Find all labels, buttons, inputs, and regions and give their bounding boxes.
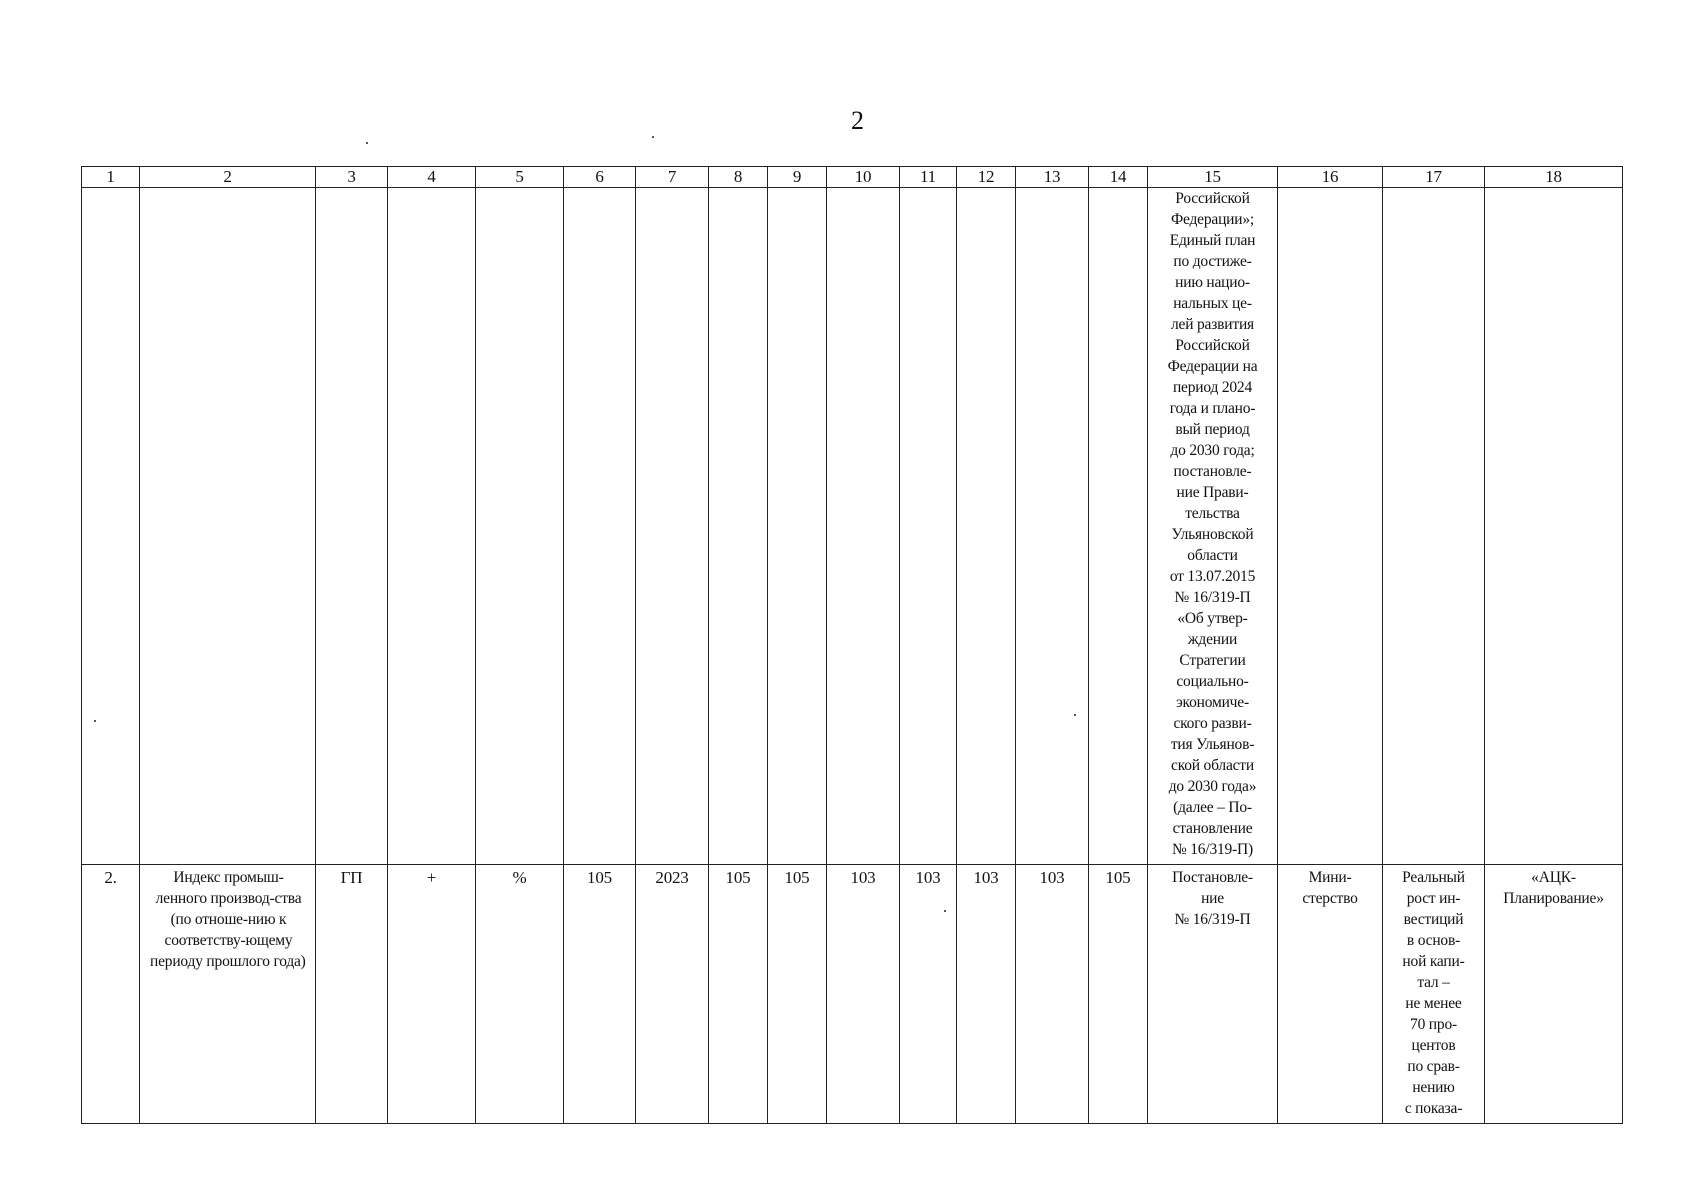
value-cell: 105 [768, 865, 827, 1124]
value-cell: 105 [1089, 865, 1148, 1124]
base-value: 105 [564, 865, 636, 1124]
info-system-text: «АЦК- Планирование» [1503, 869, 1604, 907]
scan-speck [944, 910, 946, 912]
table-cell [1383, 188, 1485, 865]
value-cell: 103 [957, 865, 1016, 1124]
national-goal-text: Реальный рост ин- вестиций в основ- ной капи- тал – не менее 70 про- центов по срав- нению с показа- [1402, 869, 1465, 1117]
base-year: 2023 [636, 865, 709, 1124]
table-cell [388, 188, 476, 865]
unit: % [476, 865, 564, 1124]
table-cell [140, 188, 316, 865]
table-cell [1089, 188, 1148, 865]
table-cell [1485, 188, 1623, 865]
scan-speck [652, 136, 654, 138]
table-cell [82, 188, 140, 865]
legal-document-cell [1148, 865, 1278, 1124]
info-system-cell [1485, 865, 1623, 1124]
value-cell: 105 [709, 865, 768, 1124]
table-cell [827, 188, 900, 865]
header-cell: 16 [1278, 167, 1383, 188]
header-cell: 17 [1383, 167, 1485, 188]
table-row-continuation [82, 188, 1623, 865]
header-cell: 11 [900, 167, 957, 188]
header-cell: 7 [636, 167, 709, 188]
table-cell [636, 188, 709, 865]
legal-basis-text: Российской Федерации»; Единый план по достиже- нию нацио- нальных це- лей развития Российской Федерации на период 2024 года и плано- вый период до 2030 года; постановле- ние Прави- тельства Ульяновской области от 13.07.2015 № 16/319-П «Об утвер- ждении Стратегии социально- экономиче- ского разви- тия Ульянов- ской области до 2030 года» (далее – По- становление № 16/319-П) [1167, 190, 1258, 858]
header-cell: 8 [709, 167, 768, 188]
indicator-table [81, 166, 1623, 1124]
table-cell [957, 188, 1016, 865]
growth-sign: + [388, 865, 476, 1124]
header-cell: 15 [1148, 167, 1278, 188]
legal-document-text: Постановле- ние № 16/319-П [1172, 869, 1253, 928]
table-cell [476, 188, 564, 865]
header-cell: 18 [1485, 167, 1623, 188]
table-cell [1016, 188, 1089, 865]
table-cell [1278, 188, 1383, 865]
header-cell: 10 [827, 167, 900, 188]
header-cell: 2 [140, 167, 316, 188]
indicator-name: Индекс промыш-ленного производ-ства (по отноше-нию к соответству-ющему периоду прошлого года) [140, 865, 316, 1124]
value-cell: 103 [1016, 865, 1089, 1124]
scan-speck [1074, 714, 1076, 716]
table-cell [316, 188, 388, 865]
scan-speck [94, 720, 96, 722]
header-cell: 14 [1089, 167, 1148, 188]
responsible-text: Мини- стерство [1302, 869, 1358, 907]
page-number: 2 [851, 106, 864, 135]
indicator-level: ГП [316, 865, 388, 1124]
table-cell [709, 188, 768, 865]
header-cell: 3 [316, 167, 388, 188]
table-cell [564, 188, 636, 865]
table-cell [900, 188, 957, 865]
header-cell: 4 [388, 167, 476, 188]
value-cell: 103 [827, 865, 900, 1124]
table-cell [768, 188, 827, 865]
header-cell: 9 [768, 167, 827, 188]
national-goal-cell [1383, 865, 1485, 1124]
scan-speck [366, 142, 368, 144]
table-row-indicator-2 [82, 865, 1623, 1124]
responsible-cell [1278, 865, 1383, 1124]
row-number: 2. [82, 865, 140, 1124]
header-cell: 12 [957, 167, 1016, 188]
header-cell: 1 [82, 167, 140, 188]
header-row [82, 167, 1623, 188]
value-cell: 103 [900, 865, 957, 1124]
header-cell: 5 [476, 167, 564, 188]
header-cell: 6 [564, 167, 636, 188]
header-cell: 13 [1016, 167, 1089, 188]
legal-basis-cell [1148, 188, 1278, 865]
